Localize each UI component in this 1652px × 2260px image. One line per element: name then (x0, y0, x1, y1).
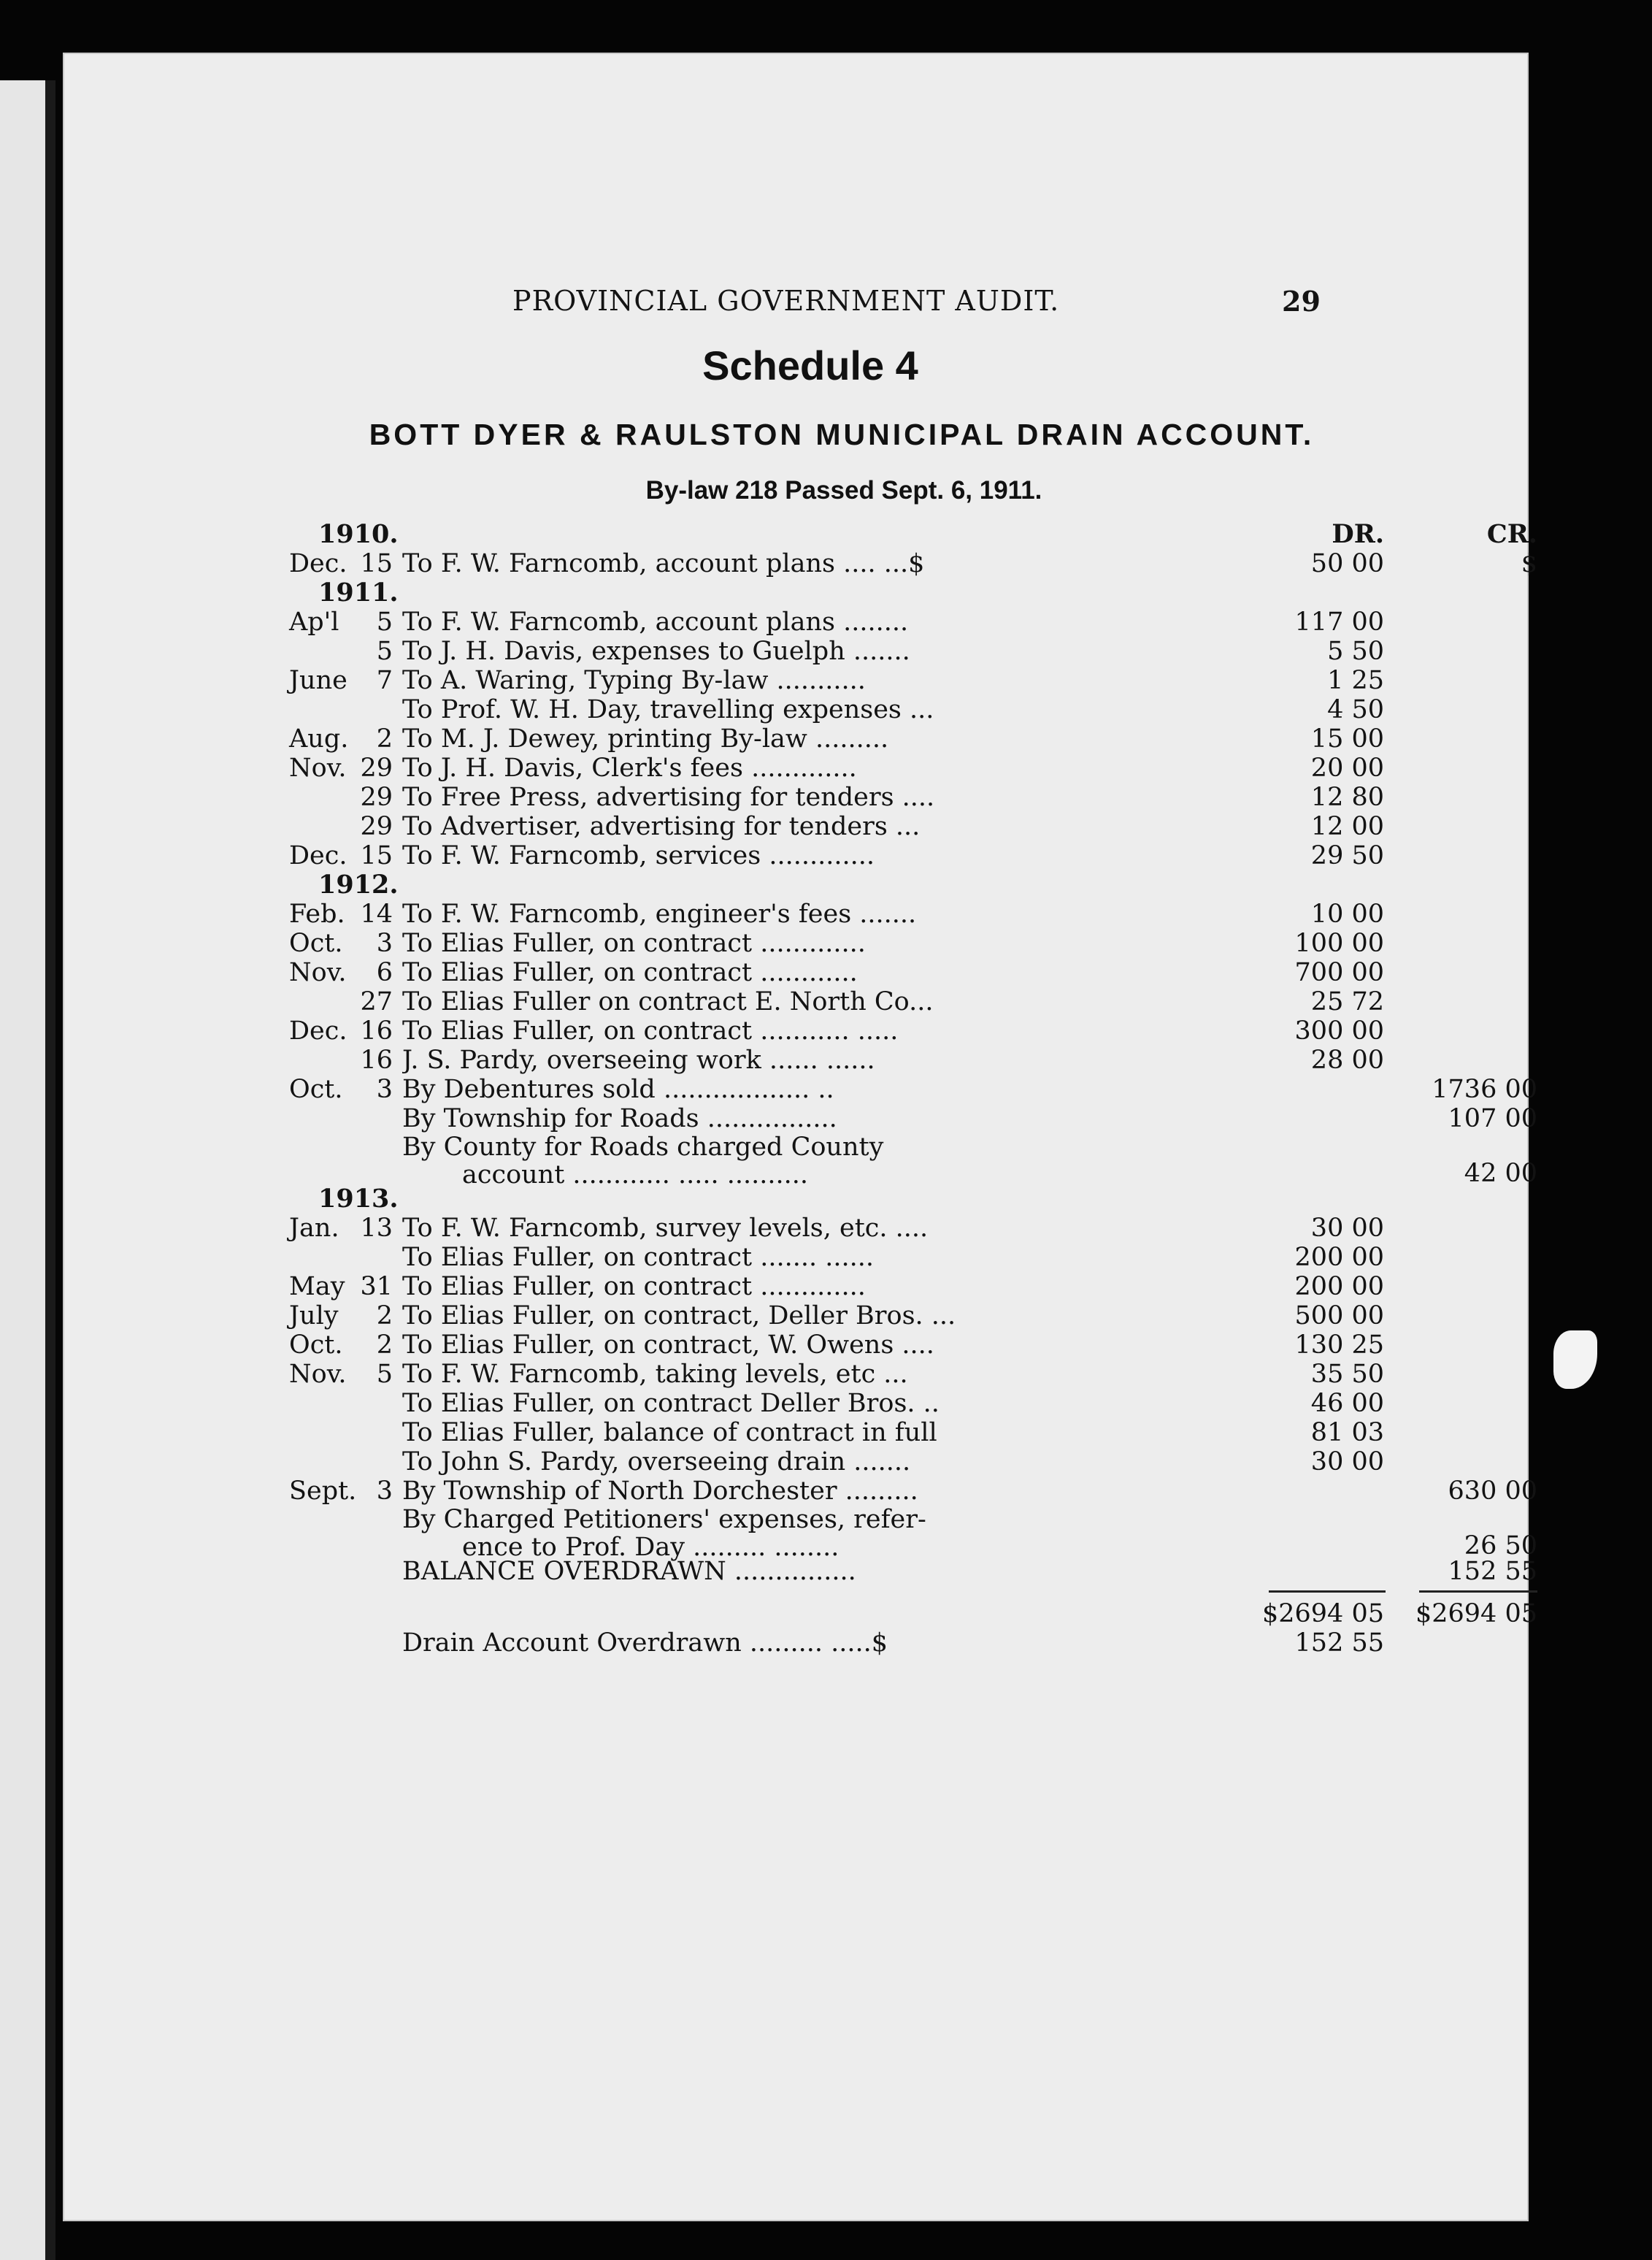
entry-debit: 700 00 (1294, 958, 1384, 987)
totals-row (289, 1599, 1537, 1628)
ledger-year-row (289, 519, 1537, 549)
entry-month: Dec. (289, 841, 347, 870)
credit-total: $2694 05 (1415, 1599, 1537, 1628)
dr-column-header: DR. (1332, 519, 1384, 549)
total-rule-row (289, 1586, 1399, 1599)
entry-credit: 630 00 (1448, 1476, 1537, 1506)
entry-day: 2 (376, 1301, 393, 1330)
ledger-row (289, 695, 1399, 724)
year-label: 1911. (318, 578, 399, 608)
entry-debit: 50 00 (1310, 549, 1384, 578)
entry-day: 29 (360, 812, 393, 841)
entry-description: To Elias Fuller, on contract, W. Owens .... (402, 1330, 934, 1360)
entry-day: 31 (360, 1272, 393, 1301)
entry-debit: 15 00 (1310, 724, 1384, 754)
entry-day: 15 (360, 549, 393, 578)
ledger-row (289, 1418, 1399, 1447)
entry-debit: 4 50 (1327, 695, 1384, 724)
entry-description: To Elias Fuller, on contract, Deller Bros. ... (402, 1301, 956, 1330)
entry-credit: 26 50 (1464, 1531, 1537, 1560)
ledger-row (289, 549, 1537, 578)
entry-month: Ap'l (289, 608, 339, 637)
entry-day: 29 (360, 754, 393, 783)
entry-description (402, 1133, 1256, 1189)
entry-description: To M. J. Dewey, printing By-law ......... (402, 724, 889, 754)
entry-debit: 28 00 (1310, 1046, 1384, 1075)
entry-description: By Debentures sold .................. .. (402, 1075, 834, 1104)
entry-month: Nov. (289, 754, 347, 783)
entry-month: June (289, 666, 347, 695)
entry-description: To Elias Fuller on contract E. North Co... (402, 987, 934, 1016)
entry-debit: 12 00 (1310, 812, 1384, 841)
entry-description: To Free Press, advertising for tenders .... (402, 783, 935, 812)
entry-day: 2 (376, 1330, 393, 1360)
ledger-row (289, 1557, 1537, 1586)
ledger-row (289, 1075, 1537, 1104)
entry-month: Aug. (289, 724, 349, 754)
entry-month: Oct. (289, 929, 343, 958)
entry-day: 13 (360, 1214, 393, 1243)
schedule-title: Schedule 4 (702, 342, 918, 388)
ledger-row (289, 958, 1399, 987)
entry-description: To F. W. Farncomb, services ............. (402, 841, 875, 870)
ledger-row (289, 1243, 1399, 1272)
entry-description: To A. Waring, Typing By-law ........... (402, 666, 866, 695)
running-title: PROVINCIAL GOVERNMENT AUDIT. (512, 285, 1060, 317)
entry-debit: 5 50 (1327, 637, 1384, 666)
entry-debit: 30 00 (1310, 1447, 1384, 1476)
entry-debit: 117 00 (1294, 608, 1384, 637)
ledger-row (289, 1447, 1399, 1476)
entry-day: 7 (376, 666, 393, 695)
ledger-row (289, 608, 1399, 637)
ledger-row (289, 1360, 1399, 1389)
entry-debit: 25 72 (1310, 987, 1384, 1016)
entry-description: By Township for Roads ................ (402, 1104, 837, 1133)
entry-debit: 30 00 (1310, 1214, 1384, 1243)
entry-month: Oct. (289, 1075, 343, 1104)
entry-description: To F. W. Farncomb, survey levels, etc. .... (402, 1214, 929, 1243)
entry-description-line: ence to Prof. Day ......... ........ (462, 1533, 840, 1561)
entry-description: To F. W. Farncomb, account plans ........ (402, 608, 909, 637)
summary-description: Drain Account Overdrawn ......... .....$ (402, 1628, 888, 1658)
entry-day: 3 (376, 929, 393, 958)
ledger-row (289, 1214, 1399, 1243)
entry-debit: 1 25 (1327, 666, 1384, 695)
ledger-row (289, 666, 1399, 695)
ledger-row (289, 724, 1399, 754)
entry-month: May (289, 1272, 345, 1301)
ledger-row (289, 754, 1399, 783)
entry-debit: 500 00 (1294, 1301, 1384, 1330)
ledger-row (289, 1330, 1399, 1360)
paper-blemish (1553, 1330, 1597, 1389)
entry-day: 6 (376, 958, 393, 987)
entry-credit: 1736 00 (1432, 1075, 1537, 1104)
entry-description: To F. W. Farncomb, taking levels, etc ... (402, 1360, 908, 1389)
ledger-row (289, 1389, 1399, 1418)
entry-description: J. S. Pardy, overseeing work ...... ...... (402, 1046, 875, 1075)
entry-description: To Elias Fuller, on contract ............ (402, 958, 858, 987)
ledger-row (289, 812, 1399, 841)
entry-description: To Elias Fuller, on contract ............. (402, 1272, 866, 1301)
account-subtitle: BOTT DYER & RAULSTON MUNICIPAL DRAIN ACCOUNT. (369, 418, 1315, 451)
entry-debit: 300 00 (1294, 1016, 1384, 1046)
summary-row (289, 1628, 1399, 1658)
ledger-row (289, 900, 1399, 929)
ledger-row (289, 1133, 1537, 1189)
entry-description: BALANCE OVERDRAWN ............... (402, 1557, 856, 1586)
entry-day: 29 (360, 783, 393, 812)
entry-day: 3 (376, 1476, 393, 1506)
entry-debit: 100 00 (1294, 929, 1384, 958)
ledger-row (289, 637, 1399, 666)
page-number: 29 (1282, 285, 1321, 318)
entry-month: Feb. (289, 900, 345, 929)
ledger-row (289, 1506, 1537, 1561)
entry-description: To Prof. W. H. Day, travelling expenses ... (402, 695, 934, 724)
year-label: 1910. (318, 519, 399, 549)
entry-day: 5 (376, 1360, 393, 1389)
ledger-year-row (289, 578, 1399, 608)
entry-month: Jan. (289, 1214, 339, 1243)
credit-total-rule (1419, 1590, 1537, 1593)
entry-month: Dec. (289, 1016, 347, 1046)
year-label: 1913. (318, 1184, 399, 1214)
entry-debit: 29 50 (1310, 841, 1384, 870)
ledger-year-row (289, 1184, 1399, 1214)
entry-day: 3 (376, 1075, 393, 1104)
entry-debit: 130 25 (1294, 1330, 1384, 1360)
entry-description: To Elias Fuller, on contract Deller Bros. .. (402, 1389, 940, 1418)
entry-day: 27 (360, 987, 393, 1016)
debit-total-rule (1269, 1590, 1386, 1593)
entry-month: Dec. (289, 549, 347, 578)
entry-day: 5 (376, 608, 393, 637)
ledger-row (289, 1016, 1399, 1046)
entry-credit: 42 00 (1464, 1159, 1537, 1188)
entry-month: Sept. (289, 1476, 357, 1506)
ledger-year-row (289, 870, 1399, 900)
entry-debit: 12 80 (1310, 783, 1384, 812)
summary-amount: 152 55 (1294, 1628, 1384, 1658)
bylaw-line: By-law 218 Passed Sept. 6, 1911. (645, 476, 1042, 505)
entry-description-line: By County for Roads charged County (402, 1133, 884, 1162)
entry-description: To J. H. Davis, Clerk's fees ............. (402, 754, 857, 783)
ledger-row (289, 783, 1399, 812)
entry-debit: 20 00 (1310, 754, 1384, 783)
entry-day: 2 (376, 724, 393, 754)
entry-debit: 10 00 (1310, 900, 1384, 929)
entry-debit: 200 00 (1294, 1272, 1384, 1301)
entry-debit: 35 50 (1310, 1360, 1384, 1389)
entry-day: 15 (360, 841, 393, 870)
entry-day: 16 (360, 1016, 393, 1046)
entry-description: To John S. Pardy, overseeing drain ....... (402, 1447, 911, 1476)
adjacent-page-edge (0, 80, 55, 2260)
ledger-row (289, 987, 1399, 1016)
entry-day: 5 (376, 637, 393, 666)
debit-total: $2694 05 (1261, 1599, 1384, 1628)
entry-month: July (289, 1301, 339, 1330)
cr-column-header: CR. (1486, 519, 1537, 549)
entry-description: To F. W. Farncomb, engineer's fees ....... (402, 900, 917, 929)
entry-description: To Elias Fuller, balance of contract in full (402, 1418, 937, 1447)
ledger-table (289, 519, 1537, 1658)
year-label: 1912. (318, 870, 399, 900)
entry-description: To Elias Fuller, on contract ............. (402, 929, 866, 958)
ledger-row (289, 1301, 1399, 1330)
entry-debit: 81 03 (1310, 1418, 1384, 1447)
entry-debit: 200 00 (1294, 1243, 1384, 1272)
entry-credit: $ (1521, 549, 1537, 578)
entry-debit: 46 00 (1310, 1389, 1384, 1418)
ledger-row (289, 929, 1399, 958)
ledger-row (289, 1046, 1399, 1075)
entry-description: By Township of North Dorchester ......... (402, 1476, 918, 1506)
entry-month: Nov. (289, 1360, 347, 1389)
entry-description-line: account ............ ..... .......... (462, 1160, 809, 1189)
entry-description: To F. W. Farncomb, account plans .... ...$ (402, 549, 925, 578)
ledger-row (289, 841, 1399, 870)
document-page (63, 53, 1537, 2221)
entry-description: To J. H. Davis, expenses to Guelph ....... (402, 637, 910, 666)
entry-day: 16 (360, 1046, 393, 1075)
entry-credit: 152 55 (1448, 1557, 1537, 1586)
entry-description: To Elias Fuller, on contract ....... ...... (402, 1243, 874, 1272)
entry-credit: 107 00 (1448, 1104, 1537, 1133)
entry-description (402, 1506, 1256, 1561)
ledger-row (289, 1476, 1537, 1506)
ledger-row (289, 1272, 1399, 1301)
entry-description-line: By Charged Petitioners' expenses, refer- (402, 1506, 926, 1534)
entry-month: Oct. (289, 1330, 343, 1360)
entry-description: To Elias Fuller, on contract ........... ..... (402, 1016, 899, 1046)
ledger-row (289, 1104, 1537, 1133)
entry-description: To Advertiser, advertising for tenders ... (402, 812, 921, 841)
entry-day: 14 (360, 900, 393, 929)
entry-month: Nov. (289, 958, 347, 987)
